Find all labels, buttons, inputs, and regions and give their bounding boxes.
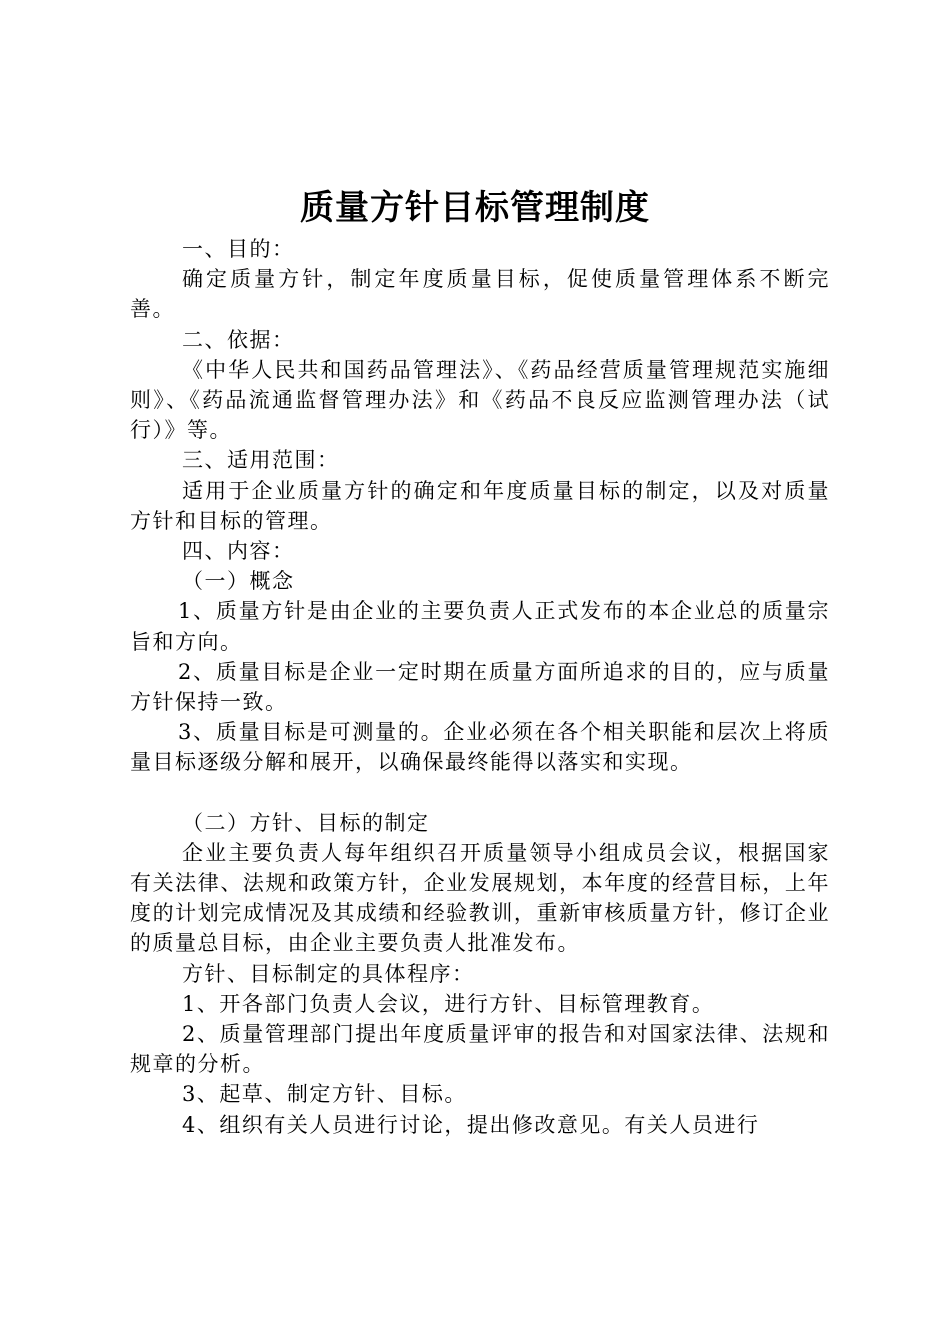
procedure-step-4: 4、组织有关人员进行讨论，提出修改意见。有关人员进行 <box>182 1112 760 1137</box>
procedure-step-2: 2、质量管理部门提出年度质量评审的报告和对国家法律、法规和规章的分析。 <box>130 1022 830 1077</box>
procedure-step-1: 1、开各部门负责人会议，进行方针、目标管理教育。 <box>182 991 715 1016</box>
section-heading-content: 四、内容： <box>182 539 295 564</box>
paragraph-scope: 适用于企业质量方针的确定和年度质量目标的制定，以及对质量方针和目标的管理。 <box>130 478 830 533</box>
paragraph-concept-2: 2、质量目标是企业一定时期在质量方面所追求的目的，应与质量方针保持一致。 <box>130 659 830 715</box>
section-heading-purpose: 一、目的： <box>182 237 295 261</box>
document-title: 质量方针目标管理制度 <box>300 188 650 228</box>
section-heading-scope: 三、适用范围： <box>182 448 340 473</box>
paragraph-gap <box>130 778 830 808</box>
paragraph-concept-3: 3、质量目标是可测量的。企业必须在各个相关职能和层次上将质量目标逐级分解和展开，以确保最终能得以落实和实现。 <box>130 720 830 775</box>
procedure-heading: 方针、目标制定的具体程序： <box>182 961 475 986</box>
paragraph-purpose: 确定质量方针，制定年度质量目标，促使质量管理体系不断完善。 <box>130 267 830 322</box>
subsection-heading-formulation: （二）方针、目标的制定 <box>182 810 430 835</box>
subsection-heading-concept: （一）概念 <box>182 569 295 594</box>
document-body <box>130 234 830 1140</box>
paragraph-concept-1: 1、质量方针是由企业的主要负责人正式发布的本企业总的质量宗旨和方向。 <box>130 599 830 654</box>
paragraph-formulation: 企业主要负责人每年组织召开质量领导小组成员会议，根据国家有关法律、法规和政策方针，企业发展规划，本年度的经营目标，上年度的计划完成情况及其成绩和经验教训，重新审核质量方针，修订企业的质量总目标，由企业主要负责人批准发布。 <box>130 840 830 956</box>
paragraph-basis: 《中华人民共和国药品管理法》、《药品经营质量管理规范实施细则》、《药品流通监督管理办法》和《药品不良反应监测管理办法（试行）》等。 <box>130 357 830 443</box>
procedure-step-3: 3、起草、制定方针、目标。 <box>182 1082 467 1107</box>
section-heading-basis: 二、依据： <box>182 327 295 352</box>
